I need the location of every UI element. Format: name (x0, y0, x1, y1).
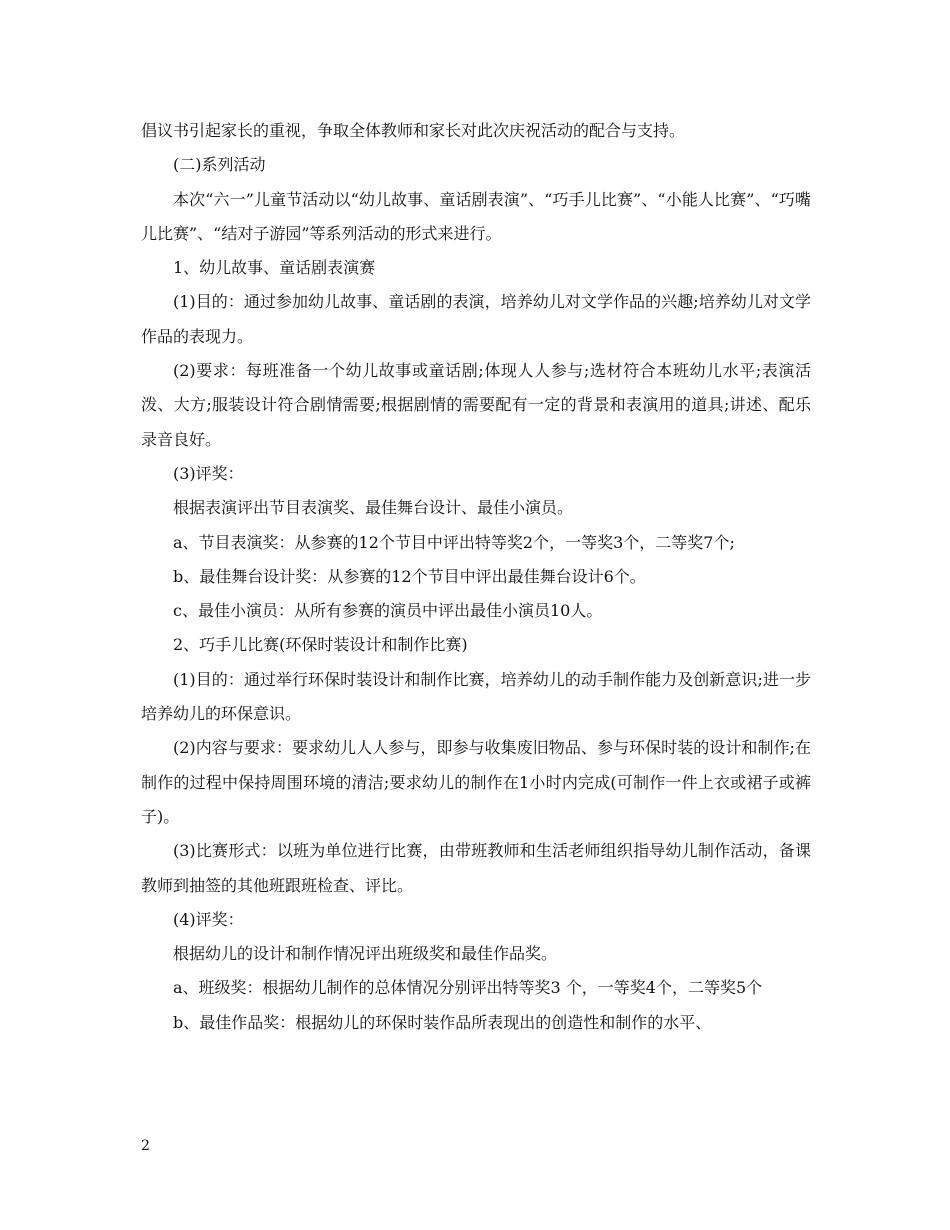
paragraph: (4)评奖： (173, 909, 244, 929)
paragraph: (3)评奖： (173, 463, 244, 483)
paragraph: (3)比赛形式：以班为单位进行比赛，由带班教师和生活老师组织指导幼儿制作活动，备课教师到抽签的其他班跟班检查、评比。 (141, 841, 811, 895)
paragraph: (二)系列活动 (173, 155, 266, 175)
paragraph: (1)目的：通过参加幼儿故事、童话剧的表演，培养幼儿对文学作品的兴趣;培养幼儿对文学作品的表现力。 (141, 292, 811, 346)
paragraph: a、节目表演奖：从参赛的12个节目中评出特等奖2个，一等奖3个，二等奖7个; (173, 532, 735, 552)
paragraph: 根据幼儿的设计和制作情况评出班级奖和最佳作品奖。 (173, 944, 558, 964)
paragraph: (1)目的：通过举行环保时装设计和制作比赛，培养幼儿的动手制作能力及创新意识;进一步培养幼儿的环保意识。 (141, 669, 811, 724)
paragraph: (2)内容与要求：要求幼儿人人参与，即参与收集废旧物品、参与环保时装的设计和制作;在制作的过程中保持周围环境的清洁;要求幼儿的制作在1小时内完成(可制作一件上衣或裙子或裤子)。 (141, 738, 811, 826)
paragraph: (2)要求：每班准备一个幼儿故事或童话剧;体现人人参与;选材符合本班幼儿水平;表演活泼、大方;服装设计符合剧情需要;根据剧情的需要配有一定的背景和表演用的道具;讲述、配乐录音良好。 (141, 361, 811, 449)
paragraph: 根据表演评出节目表演奖、最佳舞台设计、最佳小演员。 (173, 498, 574, 518)
paragraph: 倡议书引起家长的重视，争取全体教师和家长对此次庆祝活动的配合与支持。 (141, 121, 686, 140)
page-number: 2 (141, 1138, 150, 1154)
paragraph: 2、巧手儿比赛(环保时装设计和制作比赛) (173, 635, 468, 655)
paragraph: 本次“六一”儿童节活动以“幼儿故事、童话剧表演”、“巧手儿比赛”、“小能人比赛”、“巧嘴儿比赛”、“结对子游园”等系列活动的形式来进行。 (141, 189, 811, 243)
document-body (141, 114, 811, 1040)
paragraph: b、最佳作品奖：根据幼儿的环保时装作品所表现出的创造性和制作的水平、 (173, 1012, 712, 1032)
paragraph: 1、幼儿故事、童话剧表演赛 (173, 258, 376, 278)
paragraph: a、班级奖：根据幼儿制作的总体情况分别评出特等奖3 个，一等奖4个，二等奖5个 (173, 978, 763, 998)
paragraph: b、最佳舞台设计奖：从参赛的12个节目中评出最佳舞台设计6个。 (173, 566, 646, 586)
paragraph: c、最佳小演员：从所有参赛的演员中评出最佳小演员10人。 (173, 601, 603, 621)
